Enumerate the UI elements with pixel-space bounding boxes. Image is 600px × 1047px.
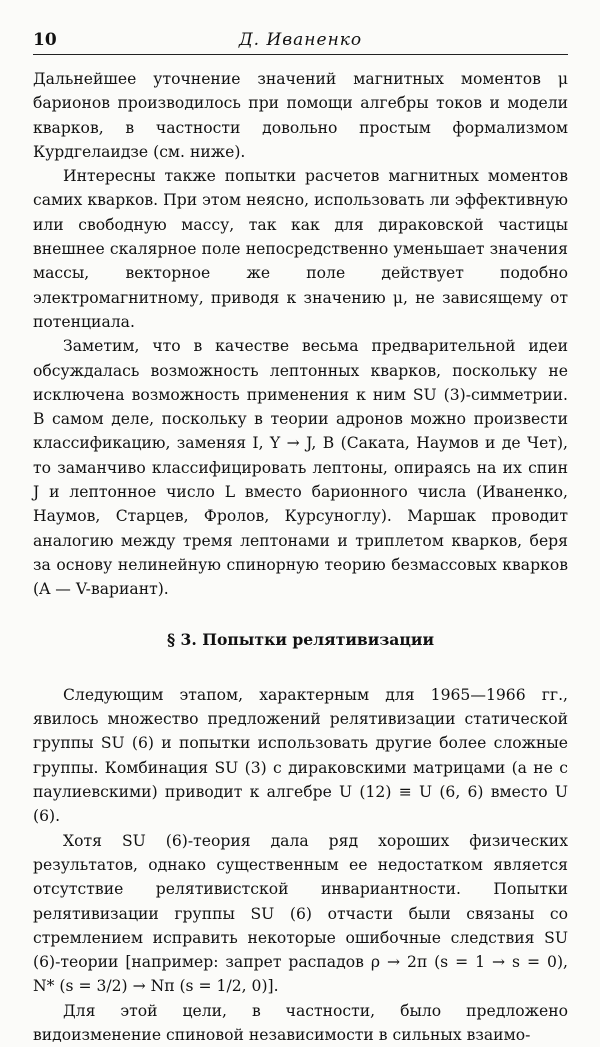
section-title: § 3. Попытки релятивизации (166, 629, 435, 649)
paragraph: Дальнейшее уточнение значений магнитных моментов μ барионов производилось при помощи алгебры токов и модели кварков, в частности довольно простым формализмом Курдгелаидзе (см. ниже). (33, 70, 568, 161)
page-number: 10 (33, 30, 57, 50)
paragraph: Заметим, что в качестве весьма предварительной идеи обсуждалась возможность лептонных кварков, поскольку не исключена возможность применения к ним SU (3)-симметрии. В самом деле, поскольку в теории адронов можно произвести классификацию, заменяя I, Y → J, B (Саката, Наумов и де Чет), то заманчиво классифицировать лептоны, опираясь на их спин J и лептонное число L вместо барионного числа (Иваненко, Наумов, Старцев, Фролов, Курсуноглу). Маршак проводит аналогию между тремя лептонами и триплетом кварков, беря за основу нелинейную спинорную теорию безмассовых кварков (A — V-вариант). (33, 337, 568, 599)
paragraph: Следующим этапом, характерным для 1965—1966 гг., явилось множество предложений релятивизации статической группы SU (6) и попытки использовать другие более сложные группы. Комбинация SU (3) с дираковскими матрицами (а не с паулиевскими) приводит к алгебре U (12) ≡ U (6, 6) вместо U (6). (33, 685, 568, 826)
paragraph: Хотя SU (6)-теория дала ряд хороших физических результатов, однако существенным ее недостатком является отсутствие релятивистской инвариантности. Попытки релятивизации группы SU (6) отчасти были связаны со стремлением исправить некоторые ошибочные следствия SU (6)-теории [например: запрет распадов ρ → 2π (s = 1 → s = 0), N* (s = 3/2) → Nπ (s = 1/2, 0)]. (33, 831, 568, 996)
body-text (33, 67, 568, 1047)
running-head-author: Д. Иваненко (238, 30, 363, 50)
paragraph: Для этой цели, в частности, было предложено видоизменение спиновой независимости в сильных взаимо- (33, 1001, 568, 1044)
running-head (33, 30, 568, 55)
paragraph: Интересны также попытки расчетов магнитных моментов самих кварков. При этом неясно, использовать ли эффективную или свободную массу, так как для дираковской частицы внешнее скалярное поле непосредственно уменьшает значения массы, векторное же поле действует подобно электромагнитному, приводя к значению μ, не зависящему от потенциала. (33, 167, 568, 331)
